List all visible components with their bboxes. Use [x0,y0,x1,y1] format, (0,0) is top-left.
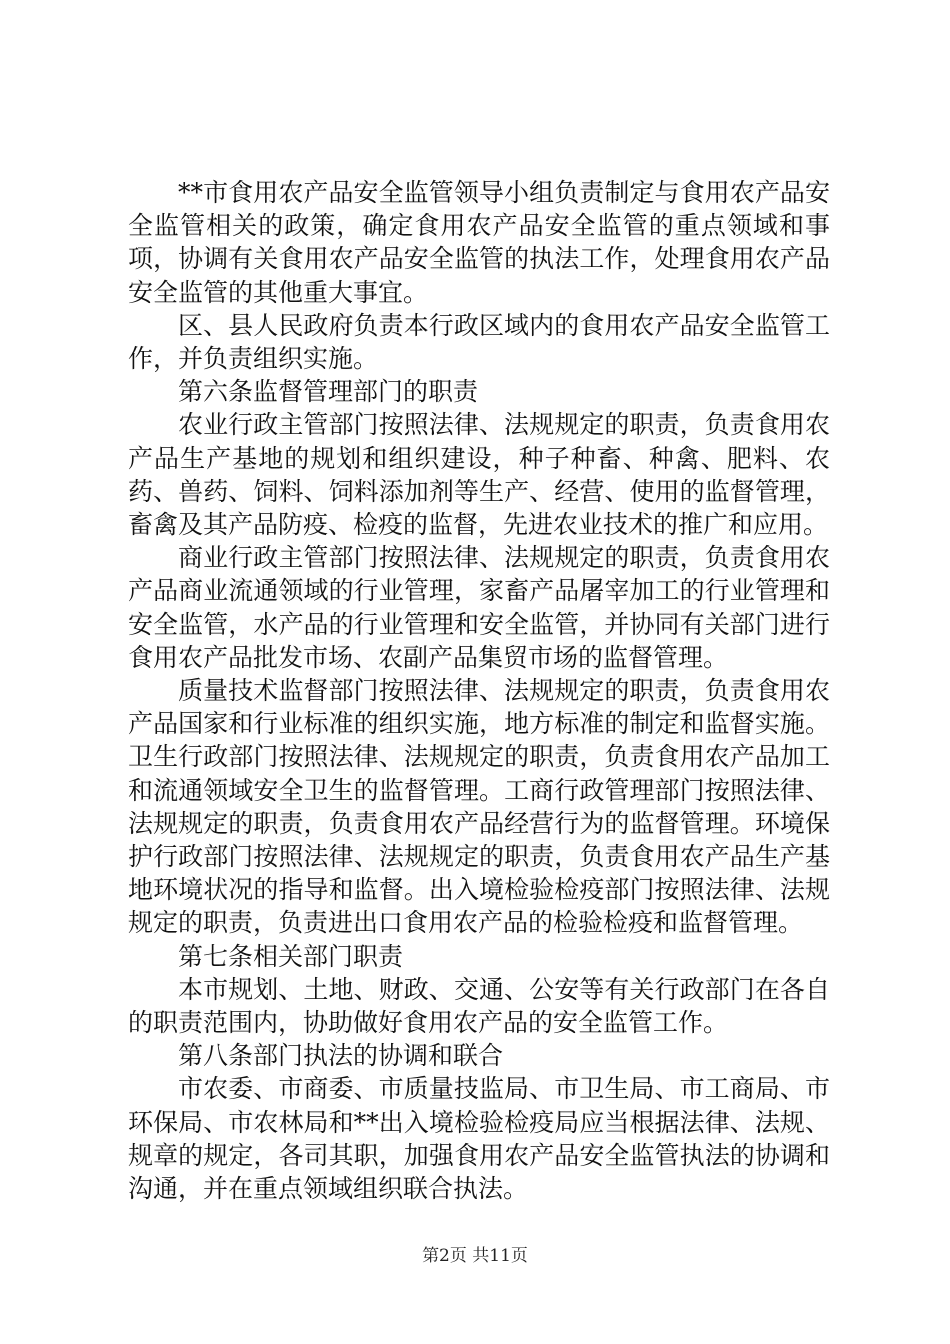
article-7-heading: 第七条相关部门职责 [178,941,404,971]
paragraph-joint-enforcement: 市农委、市商委、市质量技监局、市卫生局、市工商局、市环保局、市农林局和**出入境检验检疫局应当根据法律、法规、规章的规定，各司其职，加强食用农产品安全监管执法的协调和沟通，并在重点领域组织联合执法。 [128,1074,830,1204]
article-8-heading: 第八条部门执法的协调和联合 [178,1041,504,1071]
paragraph-related-departments: 本市规划、土地、财政、交通、公安等有关行政部门在各自的职责范围内，协助做好食用农产品的安全监管工作。 [128,974,830,1038]
paragraph-commerce-dept: 商业行政主管部门按照法律、法规规定的职责，负责食用农产品商业流通领域的行业管理，家畜产品屠宰加工的行业管理和安全监管，水产品的行业管理和安全监管，并协同有关部门进行食用农产品批发市场、农副产品集贸市场的监督管理。 [128,543,830,672]
paragraph-agriculture-dept: 农业行政主管部门按照法律、法规规定的职责，负责食用农产品生产基地的规划和组织建设，种子种畜、种禽、肥料、农药、兽药、饲料、饲料添加剂等生产、经营、使用的监督管理，畜禽及其产品防疫、检疫的监督，先进农业技术的推广和应用。 [128,410,830,540]
paragraph-district-government: 区、县人民政府负责本行政区域内的食用农产品安全监管工作，并负责组织实施。 [128,310,830,374]
page-number-footer: 第2页 共11页 [422,1246,528,1266]
article-6-heading: 第六条监督管理部门的职责 [178,377,479,407]
paragraph-leading-group: **市食用农产品安全监管领导小组负责制定与食用农产品安全监管相关的政策，确定食用农产品安全监管的重点领域和事项，协调有关食用农产品安全监管的执法工作，处理食用农产品安全监管的其他重大事宜。 [128,178,830,307]
document-body [128,176,830,1205]
paragraph-quality-supervision: 质量技术监督部门按照法律、法规规定的职责，负责食用农产品国家和行业标准的组织实施，地方标准的制定和监督实施。卫生行政部门按照法律、法规规定的职责，负责食用农产品加工和流通领域安全卫生的监督管理。工商行政管理部门按照法律、法规规定的职责，负责食用农产品经营行为的监督管理。环境保护行政部门按照法律、法规规定的职责，负责食用农产品生产基地环境状况的指导和监督。出入境检验检疫部门按照法律、法规规定的职责，负责进出口食用农产品的检验检疫和监督管理。 [128,676,830,938]
